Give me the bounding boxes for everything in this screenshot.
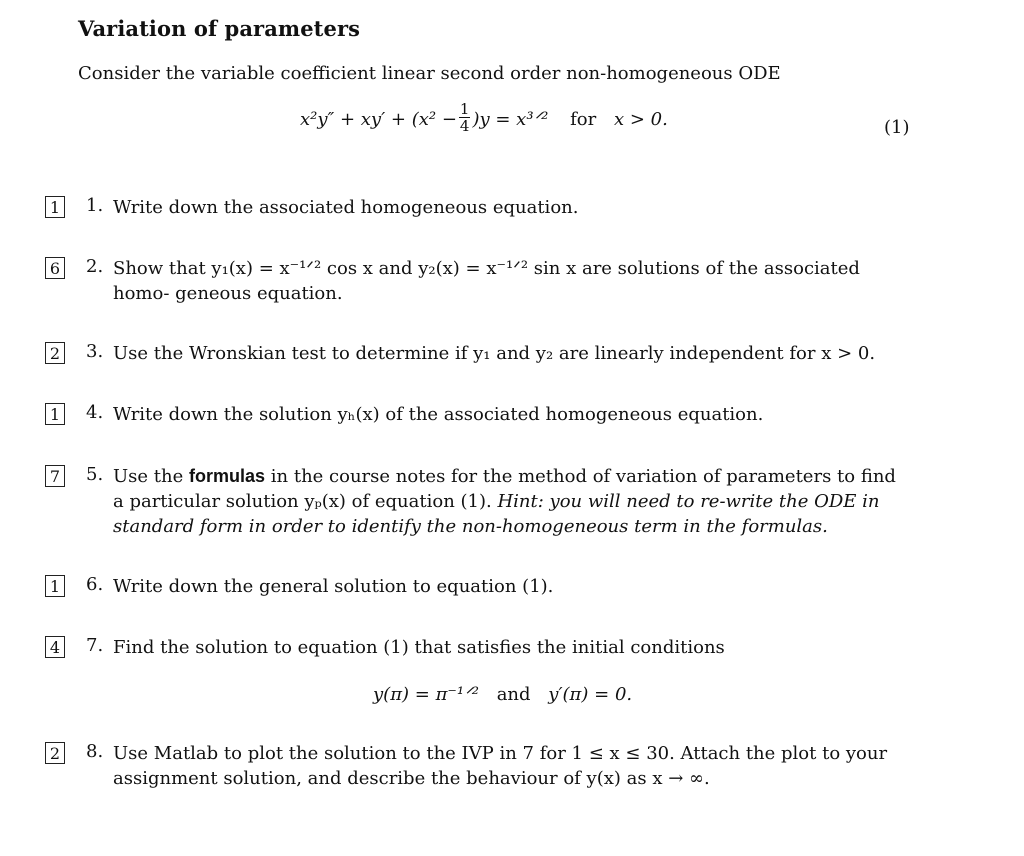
question-number: 6.	[86, 574, 104, 595]
question-5-text-start: Use the	[113, 466, 184, 487]
question-2-text: Show that y₁(x) = x⁻¹ᐟ² cos x and y₂(x) = x⁻¹ᐟ² sin x are solutions of the associated homo- geneous equation.	[113, 258, 860, 304]
equation-label: (1)	[884, 117, 910, 138]
question-number: 4.	[86, 402, 104, 423]
intro-text: Consider the variable coefficient linear second order non-homogeneous ODE	[78, 63, 781, 84]
question-8-text: Use Matlab to plot the solution to the IVP in 7 for 1 ≤ x ≤ 30. Attach the plot to your assignment solution, and describe the behaviour of y(x) as x → ∞.	[113, 743, 888, 789]
question-number: 2.	[86, 256, 104, 277]
formulas-emphasis: formulas	[189, 466, 266, 486]
question-5-text-end: in the course notes for the method of variation of parameters to find a particular solution yₚ(x) of equation (1).	[113, 466, 896, 512]
marks-badge: 4	[45, 636, 65, 658]
marks-badge: 2	[45, 342, 65, 364]
question-5-text	[113, 464, 911, 539]
question-number: 5.	[86, 464, 104, 485]
main-equation	[300, 100, 668, 136]
initial-condition-2: y′(π) = 0.	[548, 684, 633, 705]
initial-condition-joiner: and	[496, 684, 531, 705]
marks-badge: 2	[45, 742, 65, 764]
marks-badge: 1	[45, 575, 65, 597]
initial-condition-1: y(π) = π⁻¹ᐟ²	[373, 684, 479, 705]
fraction	[459, 102, 471, 134]
question-number: 1.	[86, 195, 104, 216]
question-4-text: Write down the solution yₕ(x) of the associated homogeneous equation.	[113, 404, 764, 425]
initial-conditions-equation	[373, 684, 632, 705]
equation-lhs: x²y″ + xy′ + (x² −	[300, 109, 457, 130]
marks-badge: 6	[45, 257, 65, 279]
question-3-text: Use the Wronskian test to determine if y₁ and y₂ are linearly independent for x > 0.	[113, 343, 876, 364]
marks-badge: 1	[45, 196, 65, 218]
fraction-numerator: 1	[459, 100, 470, 118]
question-number: 8.	[86, 741, 104, 762]
question-5-hint: Hint: you will need to re-write the ODE in standard form in order to identify the non-homogeneous term in the formulas.	[113, 491, 880, 537]
equation-condition-word: for	[570, 109, 597, 130]
question-number: 3.	[86, 341, 104, 362]
marks-badge: 7	[45, 465, 65, 487]
marks-badge: 1	[45, 403, 65, 425]
question-number: 7.	[86, 635, 104, 656]
question-6-text: Write down the general solution to equation (1).	[113, 576, 554, 597]
page-title: Variation of parameters	[78, 16, 361, 41]
fraction-denominator: 4	[459, 117, 470, 135]
equation-rhs: )y = x³ᐟ²	[472, 109, 549, 130]
equation-condition: x > 0.	[613, 109, 668, 130]
question-7-text: Find the solution to equation (1) that satisfies the initial conditions	[113, 637, 725, 658]
question-1-text: Write down the associated homogeneous equation.	[113, 197, 579, 218]
